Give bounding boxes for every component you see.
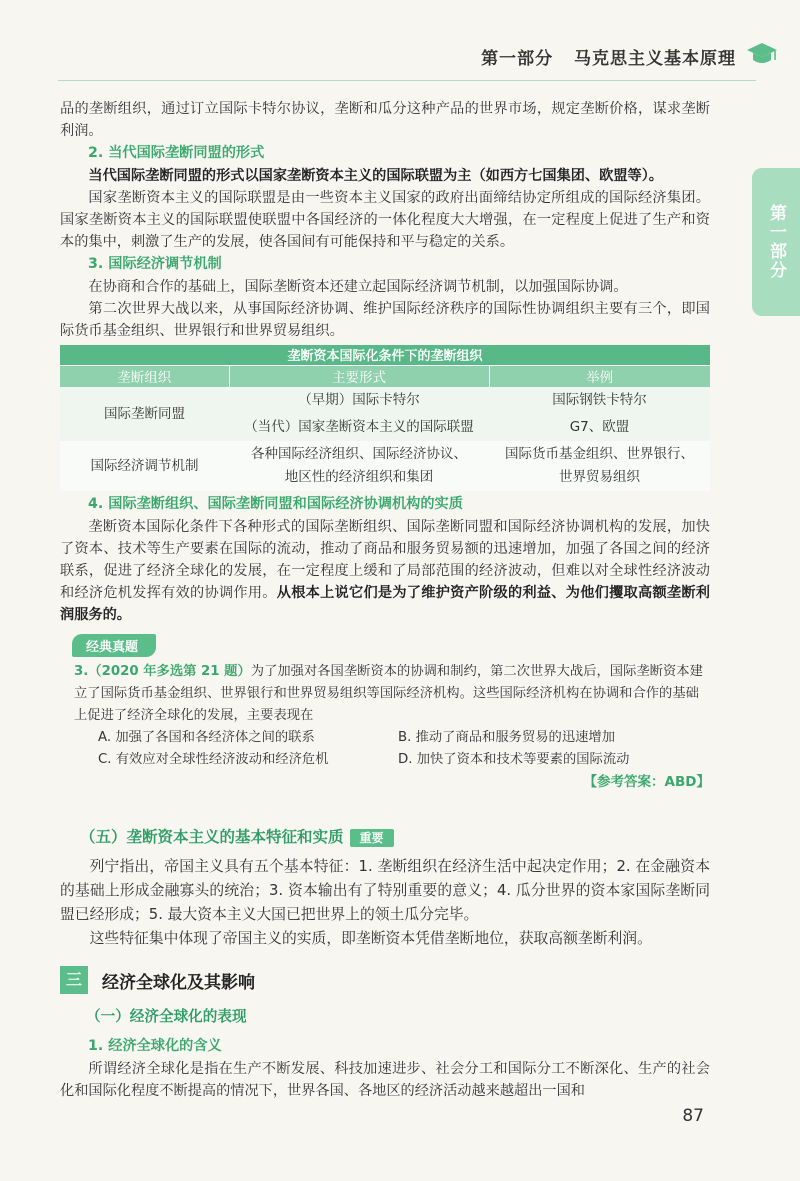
table-row [60, 387, 710, 414]
section5-p1: 列宁指出，帝国主义具有五个基本特征：1. 垄断组织在经济生活中起决定作用；2. 在金融资本的基础上形成金融寡头的统治；3. 资本输出有了特别重要的意义；4. 瓜分世界的资本家国际垄断同盟已经形成；5. 最大资本主义大国已把世界上的领土瓜分完毕。 [60, 858, 710, 923]
page-content [60, 98, 710, 1102]
sub3-p2: 第二次世界大战以来，从事国际经济协调、维护国际经济秩序的国际性协调组织主要有三个，即国际货币基金组织、世界银行和世界贸易组织。 [60, 301, 710, 339]
table-cell-org: 国际垄断同盟 [60, 387, 229, 441]
organizations-table [60, 345, 710, 491]
part-side-tab: 第一部分 [752, 168, 800, 316]
section3-header [60, 965, 710, 995]
sub2-heading: 2. 当代国际垄断同盟的形式 [88, 145, 265, 161]
table-header-org: 垄断组织 [60, 365, 229, 387]
section3-sub1-body: 所谓经济全球化是指在生产不断发展、科技加速进步、社会分工和国际分工不断深化、生产的社会化和国际化程度不断提高的情况下，世界各国、各地区的经济活动越来越超出一国和 [60, 1061, 710, 1099]
sub3-p1: 在协商和合作的基础上，国际垄断资本还建立起国际经济调节机制，以加强国际协调。 [88, 279, 628, 295]
page-number: 87 [682, 1106, 704, 1126]
sub2-body: 国家垄断资本主义的国际联盟是由一些资本主义国家的政府出面缔结协定所组成的国际经济集团。国家垄断资本主义的国际联盟使联盟中各国经济的一体化程度大大增强，在一定程度上促进了生产和资本的集中，刺激了生产的发展，使各国间有可能保持和平与稳定的关系。 [60, 190, 710, 250]
table-cell-form-line1: 各种国际经济组织、国际经济协议、 [251, 446, 467, 462]
table-cell-form [229, 441, 489, 491]
header-title: 第一部分 马克思主义基本原理 [481, 49, 736, 69]
table-row [60, 441, 710, 491]
table-cell-form-line2: 地区性的经济组织和集团 [284, 469, 434, 485]
important-tag: 重要 [350, 829, 394, 847]
sub4-body [60, 516, 710, 626]
option-a: A. 加强了各国和各经济体之间的联系 [98, 730, 315, 745]
section3-title: 经济全球化及其影响 [102, 972, 255, 993]
sub3-heading: 3. 国际经济调节机制 [88, 256, 222, 272]
exam-answer: 【参考答案：ABD】 [583, 774, 710, 790]
section5-title: （五）垄断资本主义的基本特征和实质 [80, 827, 344, 846]
section3-sub1-heading: 1. 经济全球化的含义 [88, 1038, 222, 1054]
exam-options [60, 727, 710, 771]
table-cell-example-line2: 世界贸易组织 [559, 469, 640, 485]
section3-subheading: （一）经济全球化的表现 [86, 1008, 247, 1025]
section5-heading [60, 825, 710, 849]
table-cell-example [489, 441, 710, 491]
intro-paragraph: 品的垄断组织，通过订立国际卡特尔协议，垄断和瓜分这种产品的世界市场，规定垄断价格，谋求垄断利润。 [60, 101, 710, 139]
section3-number: 三 [60, 966, 88, 994]
sub2-lead: 当代国际垄断同盟的形式以国家垄断资本主义的国际联盟为主（如西方七国集团、欧盟等）。 [88, 168, 663, 184]
table-caption: 垄断资本国际化条件下的垄断组织 [60, 345, 710, 365]
option-b: B. 推动了商品和服务贸易的迅速增加 [398, 730, 616, 745]
option-c: C. 有效应对全球性经济波动和经济危机 [98, 752, 329, 767]
table-header-example: 举例 [489, 365, 710, 387]
header-divider [58, 80, 756, 81]
sub4-body-text: 垄断资本国际化条件下各种形式的国际垄断组织、国际垄断同盟和国际经济协调机构的发展，加快了资本、技术等生产要素在国际的流动，推动了商品和服务贸易额的迅速增加，加强了各国之间的经济联系，促进了经济全球化的发展，在一定程度上缓和了局部范围的经济波动，但难以对全球性经济波动和经济危机发挥有效的协调作用。 [60, 519, 710, 601]
exam-badge: 经典真题 [72, 634, 156, 657]
section5-p2: 这些特征集中体现了帝国主义的实质，即垄断资本凭借垄断地位，获取高额垄断利润。 [89, 930, 652, 947]
table-cell-example: G7、欧盟 [489, 414, 710, 441]
table-cell-form: （早期）国际卡特尔 [229, 387, 489, 414]
table-cell-org: 国际经济调节机制 [60, 441, 229, 491]
exam-question-number: 3.（2020 年多选第 21 题） [74, 664, 251, 679]
exam-question-text: 为了加强对各国垄断资本的协调和制约，第二次世界大战后，国际垄断资本建立了国际货币基金组织、世界银行和世界贸易组织等国际经济机构。这些国际经济机构在协调和合作的基础上促进了经济全球化的发展，主要表现在 [74, 664, 703, 723]
table-cell-example: 国际钢铁卡特尔 [489, 387, 710, 414]
table-header-form: 主要形式 [229, 365, 489, 387]
sub4-bold-conclusion: 从根本上说它们是为了维护资产阶级的利益、为他们攫取高额垄断利润服务的。 [60, 585, 710, 623]
exam-question [60, 661, 710, 727]
graduation-cap-icon [746, 40, 778, 68]
sub4-heading: 4. 国际垄断组织、国际垄断同盟和国际经济协调机构的实质 [88, 496, 463, 512]
table-cell-form: （当代）国家垄断资本主义的国际联盟 [229, 414, 489, 441]
table-cell-example-line1: 国际货币基金组织、世界银行、 [505, 446, 694, 462]
option-d: D. 加快了资本和技术等要素的国际流动 [398, 752, 630, 767]
